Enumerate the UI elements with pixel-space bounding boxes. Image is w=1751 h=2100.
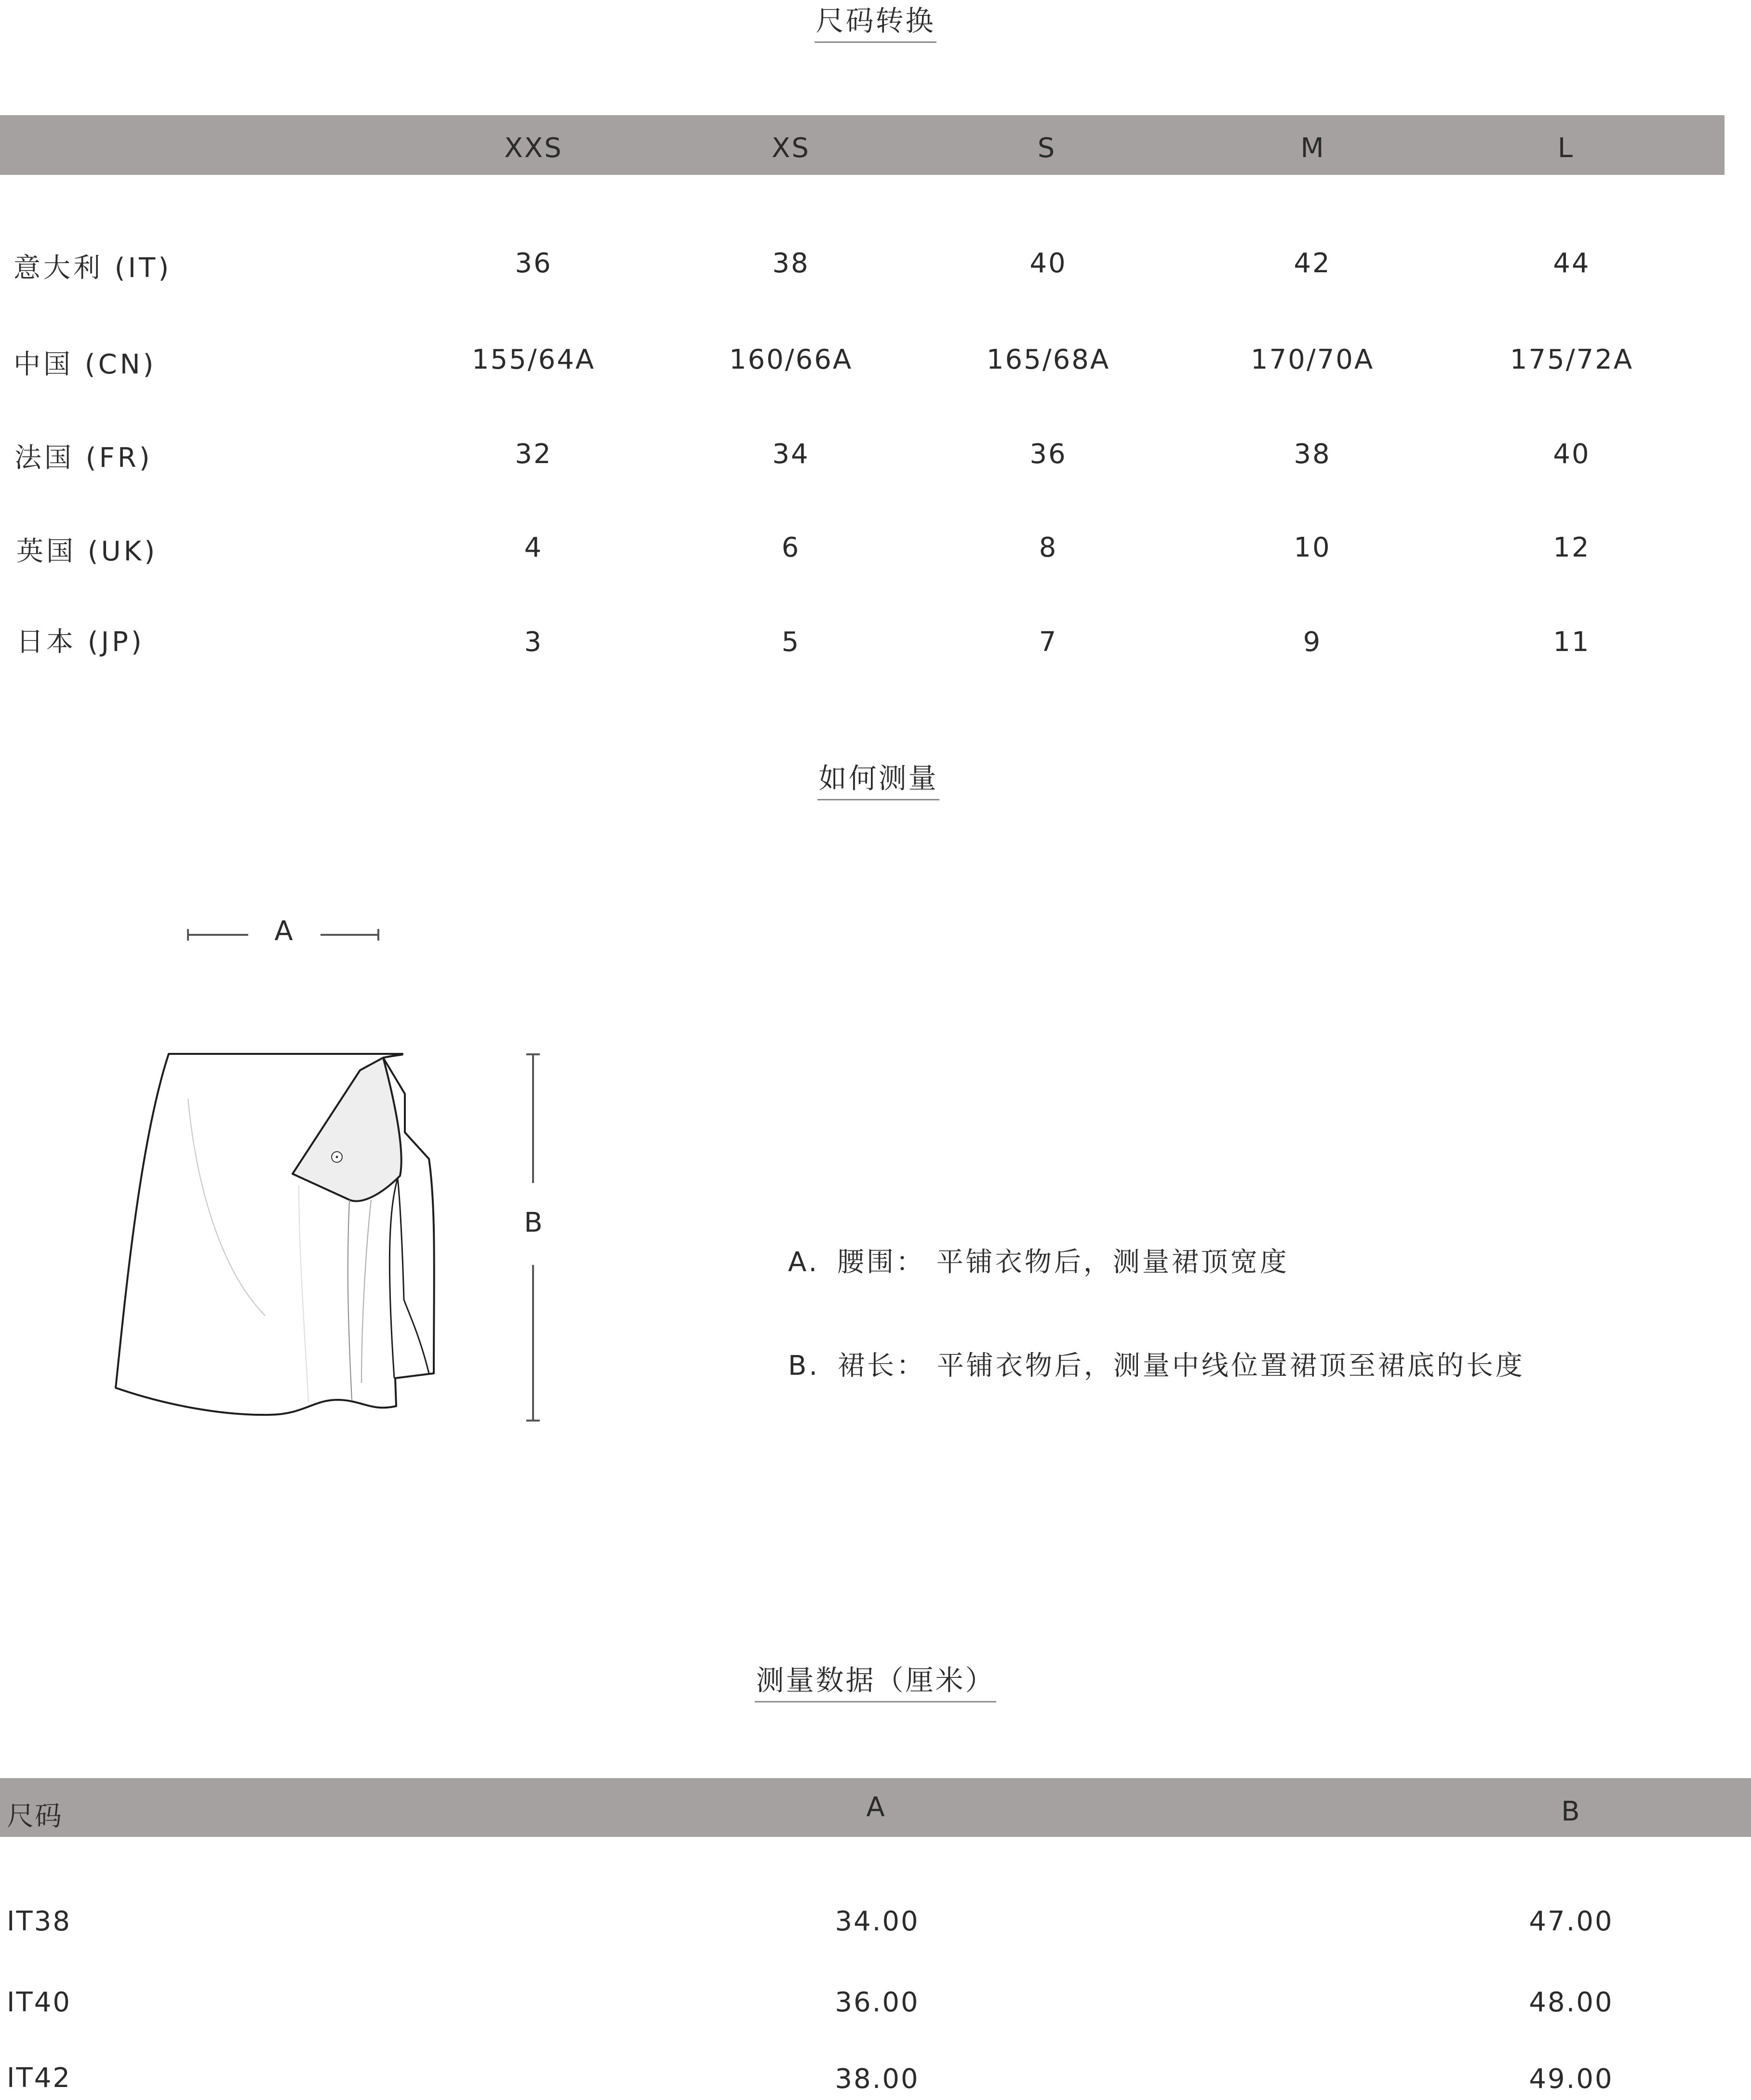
size-cell: IT42 xyxy=(7,2062,71,2094)
value-cell: 36 xyxy=(1029,439,1067,470)
value-cell: 170/70A xyxy=(1250,344,1375,375)
row-label-jp: 日本 (JP) xyxy=(16,626,145,658)
b-cell: 47.00 xyxy=(1529,1906,1614,1937)
value-cell: 38 xyxy=(1294,439,1331,470)
header-s: S xyxy=(1037,133,1056,164)
row-label-uk: 英国 (UK) xyxy=(16,536,158,567)
value-cell: 7 xyxy=(1039,626,1058,658)
skirt-illustration xyxy=(111,1046,448,1422)
dimension-label-a: A xyxy=(274,916,294,947)
value-cell: 44 xyxy=(1553,248,1591,279)
value-cell: 32 xyxy=(515,439,552,470)
value-cell: 5 xyxy=(781,626,801,658)
value-cell: 8 xyxy=(1039,532,1058,563)
value-cell: 9 xyxy=(1303,626,1322,658)
a-cell: 34.00 xyxy=(835,1906,920,1937)
value-cell: 155/64A xyxy=(471,344,596,375)
value-cell: 36 xyxy=(515,248,552,279)
size-cell: IT40 xyxy=(7,1987,71,2018)
value-cell: 6 xyxy=(781,532,801,563)
header-size: 尺码 xyxy=(7,1801,63,1832)
how-to-measure-title: 如何测量 xyxy=(0,756,1751,800)
b-cell: 48.00 xyxy=(1529,1987,1614,2018)
value-cell: 175/72A xyxy=(1510,344,1634,375)
legend-text-a: 腰围： 平铺衣物后，测量裙顶宽度 xyxy=(837,1247,1289,1278)
header-b: B xyxy=(1561,1796,1581,1827)
header-a: A xyxy=(866,1792,886,1823)
legend-key-b: B. xyxy=(788,1350,820,1382)
a-cell: 38.00 xyxy=(835,2063,920,2095)
dimension-label-b: B xyxy=(524,1207,544,1238)
header-l: L xyxy=(1557,133,1575,164)
value-cell: 42 xyxy=(1294,248,1331,279)
legend-text-b: 裙长： 平铺衣物后，测量中线位置裙顶至裙底的长度 xyxy=(838,1350,1525,1382)
value-cell: 34 xyxy=(772,439,810,470)
legend-length xyxy=(788,1344,1525,1383)
header-m: M xyxy=(1300,133,1325,164)
value-cell: 40 xyxy=(1029,248,1067,279)
a-cell: 36.00 xyxy=(835,1987,920,2018)
legend-waist xyxy=(788,1241,1289,1279)
size-cell: IT38 xyxy=(7,1906,71,1937)
value-cell: 4 xyxy=(524,532,543,563)
value-cell: 40 xyxy=(1553,439,1591,470)
row-label-fr: 法国 (FR) xyxy=(14,442,153,474)
value-cell: 12 xyxy=(1553,532,1591,563)
header-xs: XS xyxy=(772,133,810,164)
size-conversion-title: 尺码转换 xyxy=(0,0,1751,43)
value-cell: 11 xyxy=(1553,626,1591,658)
value-cell: 38 xyxy=(772,248,810,279)
value-cell: 165/68A xyxy=(986,344,1110,375)
value-cell: 160/66A xyxy=(729,344,853,375)
b-cell: 49.00 xyxy=(1529,2063,1614,2095)
row-label-it: 意大利 (IT) xyxy=(13,253,172,284)
value-cell: 10 xyxy=(1294,532,1331,563)
value-cell: 3 xyxy=(524,626,543,658)
measurement-data-title: 测量数据（厘米） xyxy=(0,1658,1751,1702)
row-label-cn: 中国 (CN) xyxy=(13,349,157,380)
conversion-header-band xyxy=(0,115,1724,175)
header-xxs: XXS xyxy=(504,133,563,164)
legend-key-a: A. xyxy=(788,1247,820,1278)
